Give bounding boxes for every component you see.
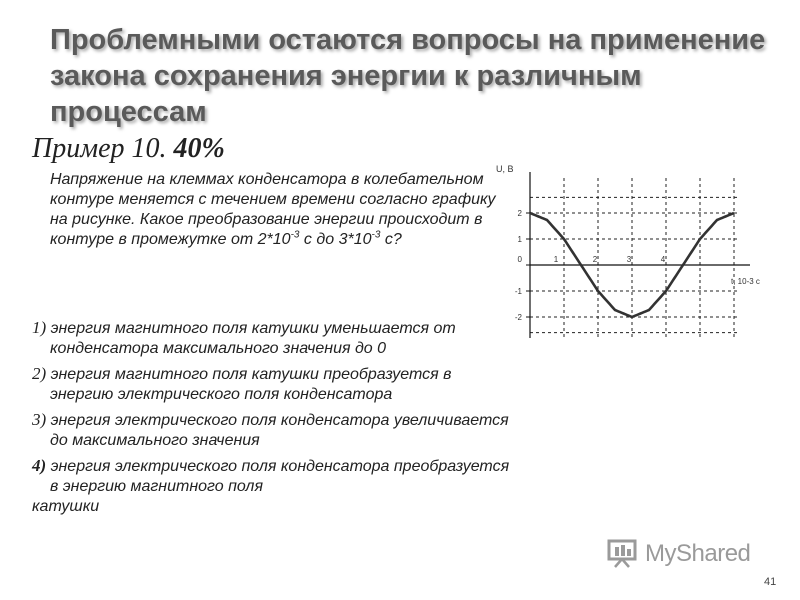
answer-number: 4) [32,456,47,475]
answer-text: энергия магнитного поля катушки преобразуется в энергию электрического поля конденсатора [50,366,452,403]
task-text-part1: Напряжение на клеммах конденсатора в колебательном контуре меняется с течением времени согласно графику на рисунке. Какое преобразование энергии происходит в контуре в промежутке от 2*10 [50,171,496,248]
answer-text-tail: катушки [32,498,100,515]
task-statement [50,170,500,250]
x-axis-label: t, 10-3 с [731,277,760,286]
page-number: 41 [764,576,777,588]
answer-text: энергия магнитного поля катушки уменьшается от конденсатора максимального значения до 0 [50,320,456,357]
y-tick-label: -1 [514,287,522,296]
answer-option-2 [32,364,512,405]
logo-text: MyShared [645,540,751,567]
answer-number: 2) [32,364,47,383]
example-heading [32,133,225,165]
answer-list [32,318,512,522]
slide-title: Проблемными остаются вопросы на применение закона сохранения энергии к различным процессам [50,24,766,128]
example-label: Пример 10. [32,133,167,164]
myshared-logo [605,538,765,568]
task-text-part3: с? [380,231,402,248]
example-percent: 40% [173,133,225,164]
voltage-chart-svg [488,160,770,340]
task-exponent-1: -3 [290,229,300,241]
x-tick-label: 4 [660,255,666,264]
y-tick-label: -2 [514,313,522,322]
answer-option-3 [32,410,512,451]
y-tick-label: 2 [517,209,522,218]
x-tick-label: 2 [592,255,598,264]
x-tick-label: 1 [553,255,559,264]
answer-option-1 [32,318,512,359]
task-exponent-2: -3 [371,229,381,241]
voltage-graph [488,160,770,340]
y-axis-label: U, В [496,164,514,174]
answer-text: энергия электрического поля конденсатора увеличивается до максимального значения [50,412,509,449]
answer-text: энергия электрического поля конденсатора преобразуется в энергию магнитного поля [50,458,510,495]
y-tick-label: 0 [517,255,522,264]
task-text-part2: с до 3*10 [299,231,372,248]
answer-number: 1) [32,318,47,337]
answer-option-4 [32,456,512,517]
answer-number: 3) [32,410,47,429]
y-tick-label: 1 [517,235,522,244]
presentation-board-icon [605,538,641,568]
x-tick-label: 3 [626,255,632,264]
